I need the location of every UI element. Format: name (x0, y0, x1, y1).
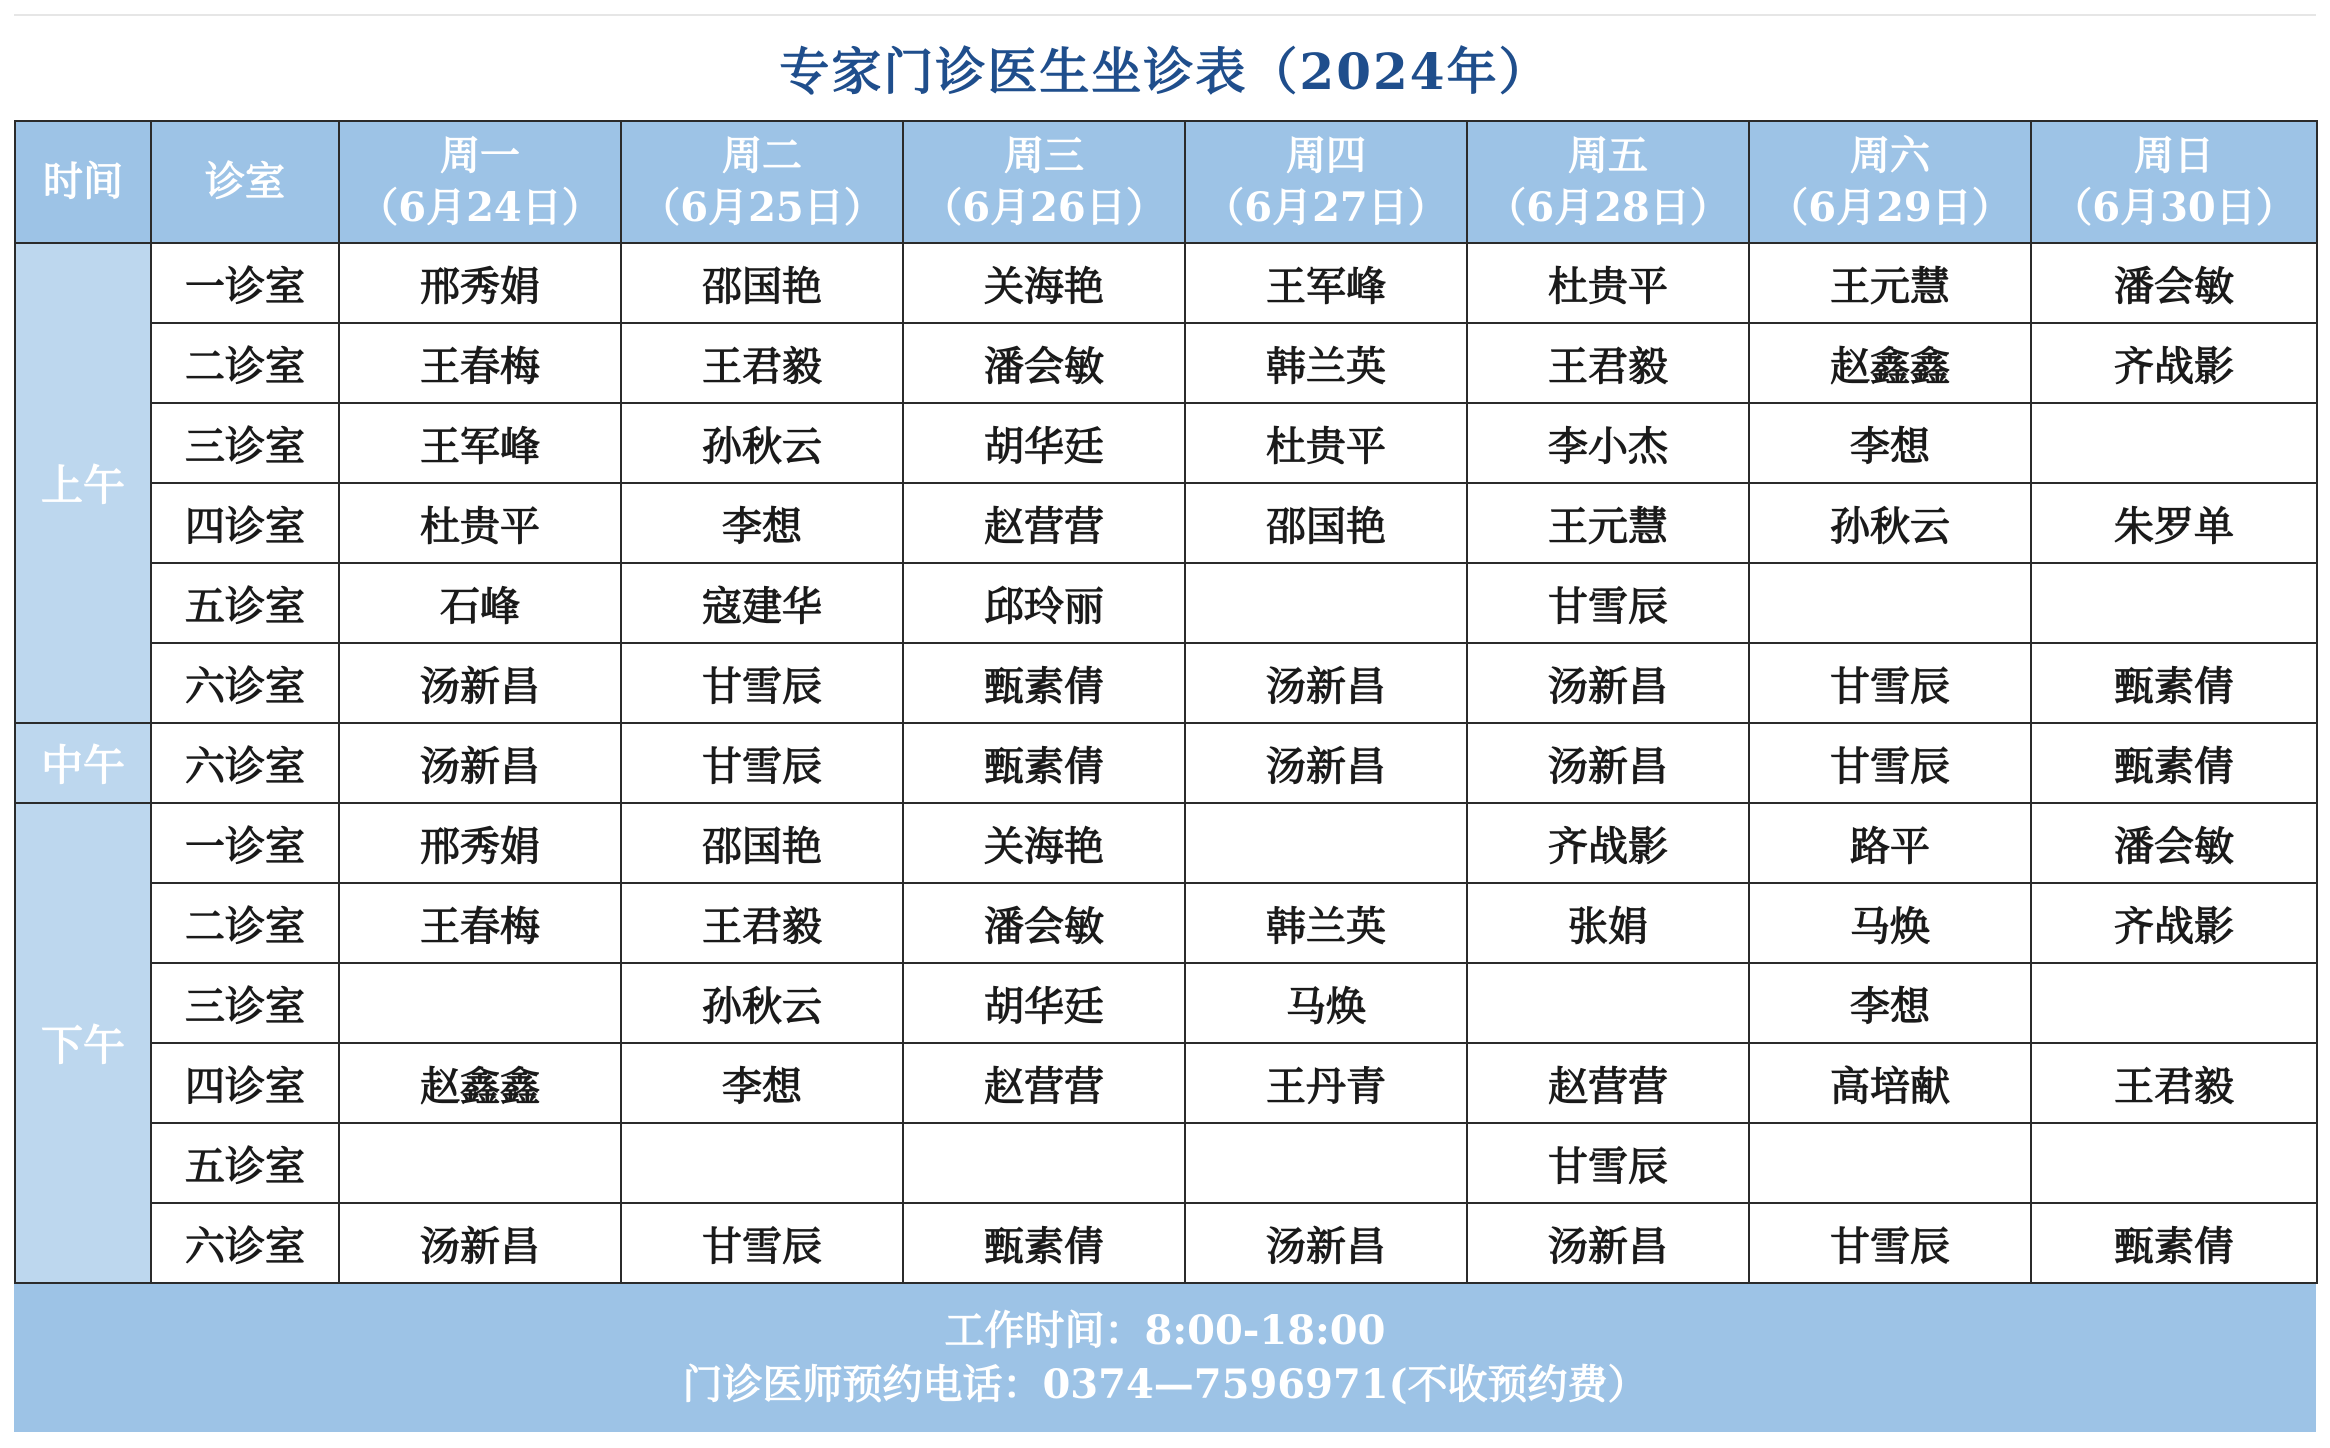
doctor-cell: 韩兰英 (1185, 323, 1467, 403)
day-header-sat (1749, 121, 2031, 243)
doctor-cell: 李想 (1749, 963, 2031, 1043)
doctor-cell: 寇建华 (621, 563, 903, 643)
doctor-cell: 王军峰 (1185, 243, 1467, 323)
doctor-cell: 汤新昌 (1467, 1203, 1749, 1283)
day-date: （6月25日） (640, 184, 884, 231)
table-row (15, 483, 2317, 563)
doctor-cell: 王元慧 (1749, 243, 2031, 323)
room-label: 六诊室 (151, 723, 339, 803)
doctor-cell: 汤新昌 (339, 723, 621, 803)
doctor-cell: 甘雪辰 (621, 643, 903, 723)
doctor-cell: 甘雪辰 (1749, 643, 2031, 723)
doctor-cell: 李小杰 (1467, 403, 1749, 483)
doctor-cell: 齐战影 (2031, 883, 2317, 963)
doctor-cell: 邵国艳 (621, 243, 903, 323)
doctor-cell (2031, 1123, 2317, 1203)
doctor-cell: 邵国艳 (1185, 483, 1467, 563)
footer (14, 1284, 2316, 1432)
table-row (15, 563, 2317, 643)
room-label: 三诊室 (151, 963, 339, 1043)
table-row (15, 883, 2317, 963)
day-name: 周一 (440, 132, 520, 179)
table-row (15, 723, 2317, 803)
appointment-phone: 门诊医师预约电话：0374—7596971(不收预约费） (682, 1361, 1648, 1408)
doctor-cell: 关海艳 (903, 803, 1185, 883)
doctor-cell: 关海艳 (903, 243, 1185, 323)
day-header-mon (339, 121, 621, 243)
doctor-cell: 孙秋云 (1749, 483, 2031, 563)
doctor-cell (1749, 563, 2031, 643)
doctor-cell: 潘会敏 (2031, 243, 2317, 323)
day-name: 周六 (1850, 132, 1930, 179)
table-row (15, 963, 2317, 1043)
doctor-cell: 汤新昌 (1467, 723, 1749, 803)
doctor-cell (339, 963, 621, 1043)
doctor-cell: 甄素倩 (903, 643, 1185, 723)
day-name: 周二 (722, 132, 802, 179)
doctor-cell: 邱玲丽 (903, 563, 1185, 643)
day-header-fri (1467, 121, 1749, 243)
doctor-cell: 汤新昌 (1185, 723, 1467, 803)
doctor-cell: 汤新昌 (339, 1203, 621, 1283)
doctor-cell: 胡华廷 (903, 963, 1185, 1043)
doctor-cell: 甄素倩 (2031, 643, 2317, 723)
room-label: 六诊室 (151, 1203, 339, 1283)
doctor-cell: 汤新昌 (1185, 643, 1467, 723)
doctor-cell: 甄素倩 (2031, 723, 2317, 803)
room-label: 四诊室 (151, 1043, 339, 1123)
room-header: 诊室 (151, 121, 339, 243)
doctor-cell: 张娟 (1467, 883, 1749, 963)
period-label: 上午 (15, 243, 151, 723)
doctor-cell: 赵营营 (1467, 1043, 1749, 1123)
day-date: （6月30日） (2052, 184, 2296, 231)
doctor-cell: 李想 (1749, 403, 2031, 483)
page-title: 专家门诊医生坐诊表（2024年） (14, 14, 2316, 120)
doctor-cell: 王君毅 (621, 883, 903, 963)
day-header-tue (621, 121, 903, 243)
doctor-cell: 甘雪辰 (1749, 723, 2031, 803)
doctor-cell (903, 1123, 1185, 1203)
room-label: 一诊室 (151, 803, 339, 883)
table-row (15, 243, 2317, 323)
doctor-cell: 邵国艳 (621, 803, 903, 883)
doctor-cell: 邢秀娟 (339, 803, 621, 883)
doctor-cell: 王君毅 (1467, 323, 1749, 403)
table-row (15, 323, 2317, 403)
doctor-cell: 潘会敏 (903, 323, 1185, 403)
doctor-cell (1185, 563, 1467, 643)
working-hours: 工作时间：8:00-18:00 (944, 1307, 1386, 1354)
doctor-cell (1467, 963, 1749, 1043)
doctor-cell (1185, 1123, 1467, 1203)
room-label: 六诊室 (151, 643, 339, 723)
table-row (15, 403, 2317, 483)
doctor-cell: 孙秋云 (621, 963, 903, 1043)
doctor-cell: 朱罗单 (2031, 483, 2317, 563)
doctor-cell: 孙秋云 (621, 403, 903, 483)
doctor-cell: 石峰 (339, 563, 621, 643)
room-label: 二诊室 (151, 883, 339, 963)
doctor-cell: 王春梅 (339, 323, 621, 403)
day-name: 周五 (1568, 132, 1648, 179)
period-label: 中午 (15, 723, 151, 803)
schedule-body (15, 243, 2317, 1283)
day-header-thu (1185, 121, 1467, 243)
doctor-cell: 甘雪辰 (1467, 1123, 1749, 1203)
doctor-cell: 甘雪辰 (1749, 1203, 2031, 1283)
day-header-wed (903, 121, 1185, 243)
doctor-cell: 王军峰 (339, 403, 621, 483)
day-name: 周四 (1286, 132, 1366, 179)
doctor-cell: 马焕 (1185, 963, 1467, 1043)
doctor-cell: 汤新昌 (1185, 1203, 1467, 1283)
doctor-cell: 甘雪辰 (621, 1203, 903, 1283)
doctor-cell: 王君毅 (621, 323, 903, 403)
doctor-cell: 杜贵平 (1185, 403, 1467, 483)
doctor-cell: 赵鑫鑫 (339, 1043, 621, 1123)
day-date: （6月28日） (1486, 184, 1730, 231)
day-header-sun (2031, 121, 2317, 243)
doctor-cell: 潘会敏 (903, 883, 1185, 963)
day-date: （6月26日） (922, 184, 1166, 231)
doctor-cell: 甄素倩 (2031, 1203, 2317, 1283)
doctor-cell: 甘雪辰 (621, 723, 903, 803)
doctor-cell (339, 1123, 621, 1203)
doctor-cell: 甘雪辰 (1467, 563, 1749, 643)
doctor-cell: 齐战影 (2031, 323, 2317, 403)
room-label: 五诊室 (151, 563, 339, 643)
doctor-cell: 汤新昌 (339, 643, 621, 723)
schedule-table (14, 120, 2318, 1284)
day-date: （6月27日） (1204, 184, 1448, 231)
doctor-cell: 赵鑫鑫 (1749, 323, 2031, 403)
header-row (15, 121, 2317, 243)
doctor-cell: 赵营营 (903, 483, 1185, 563)
day-date: （6月24日） (358, 184, 602, 231)
doctor-cell: 李想 (621, 483, 903, 563)
table-row (15, 1123, 2317, 1203)
doctor-cell (2031, 963, 2317, 1043)
doctor-cell: 王元慧 (1467, 483, 1749, 563)
doctor-cell: 胡华廷 (903, 403, 1185, 483)
doctor-cell: 韩兰英 (1185, 883, 1467, 963)
doctor-cell: 马焕 (1749, 883, 2031, 963)
table-row (15, 643, 2317, 723)
room-label: 三诊室 (151, 403, 339, 483)
doctor-cell: 甄素倩 (903, 723, 1185, 803)
time-header: 时间 (15, 121, 151, 243)
table-row (15, 803, 2317, 883)
room-label: 五诊室 (151, 1123, 339, 1203)
doctor-cell: 潘会敏 (2031, 803, 2317, 883)
table-row (15, 1043, 2317, 1123)
room-label: 二诊室 (151, 323, 339, 403)
room-label: 一诊室 (151, 243, 339, 323)
doctor-cell: 赵营营 (903, 1043, 1185, 1123)
doctor-cell: 杜贵平 (1467, 243, 1749, 323)
schedule-sheet (14, 14, 2316, 1434)
period-label: 下午 (15, 803, 151, 1283)
doctor-cell (1185, 803, 1467, 883)
room-label: 四诊室 (151, 483, 339, 563)
doctor-cell: 高培献 (1749, 1043, 2031, 1123)
day-date: （6月29日） (1768, 184, 2012, 231)
doctor-cell: 杜贵平 (339, 483, 621, 563)
doctor-cell: 王君毅 (2031, 1043, 2317, 1123)
doctor-cell: 王春梅 (339, 883, 621, 963)
doctor-cell: 汤新昌 (1467, 643, 1749, 723)
doctor-cell: 李想 (621, 1043, 903, 1123)
doctor-cell (2031, 563, 2317, 643)
doctor-cell (1749, 1123, 2031, 1203)
day-name: 周日 (2134, 132, 2214, 179)
doctor-cell: 路平 (1749, 803, 2031, 883)
doctor-cell (2031, 403, 2317, 483)
doctor-cell (621, 1123, 903, 1203)
doctor-cell: 王丹青 (1185, 1043, 1467, 1123)
doctor-cell: 甄素倩 (903, 1203, 1185, 1283)
doctor-cell: 齐战影 (1467, 803, 1749, 883)
doctor-cell: 邢秀娟 (339, 243, 621, 323)
table-row (15, 1203, 2317, 1283)
day-name: 周三 (1004, 132, 1084, 179)
